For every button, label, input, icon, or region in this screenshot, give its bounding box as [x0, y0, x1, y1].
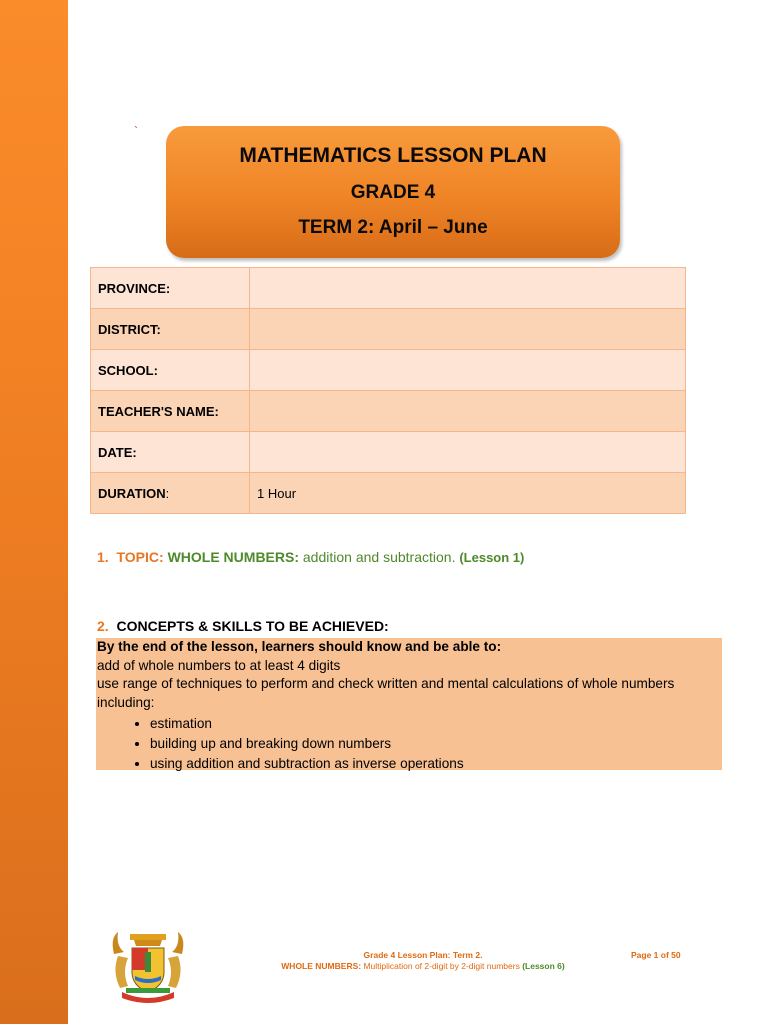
- province-label: PROVINCE:: [91, 268, 250, 309]
- footer-lesson: (Lesson 6): [522, 961, 565, 971]
- footer-subject: WHOLE NUMBERS:: [281, 961, 362, 971]
- table-row-school: [91, 350, 686, 391]
- footer-line-2: [258, 961, 588, 972]
- table-row-duration: [91, 473, 686, 514]
- term-label: TERM 2: April – June: [298, 217, 488, 238]
- district-label: DISTRICT:: [91, 309, 250, 350]
- teacher-name-value[interactable]: [250, 391, 686, 432]
- table-row-province: [91, 268, 686, 309]
- skill-line-2: use range of techniques to perform and check written and mental calculations of whole numbers: [97, 676, 675, 691]
- title-banner: [166, 126, 620, 258]
- duration-label: [91, 473, 250, 514]
- list-item: • using addition and subtraction as inverse operations: [150, 754, 722, 774]
- teacher-name-label: TEACHER'S NAME:: [91, 391, 250, 432]
- table-row-date: [91, 432, 686, 473]
- topic-label: TOPIC:: [116, 549, 164, 565]
- list-item: • building up and breaking down numbers: [150, 734, 722, 754]
- skill-bullet-list: [96, 714, 722, 774]
- footer-line-1: Grade 4 Lesson Plan: Term 2.: [363, 950, 483, 960]
- duration-value[interactable]: 1 Hour: [250, 473, 686, 514]
- footer-text: [258, 950, 588, 972]
- stray-mark: `: [134, 124, 138, 138]
- list-item: • estimation: [150, 714, 722, 734]
- teacher-info-table: [90, 267, 686, 514]
- date-label: DATE:: [91, 432, 250, 473]
- concepts-heading: CONCEPTS & SKILLS TO BE ACHIEVED:: [116, 618, 389, 634]
- topic-subject: WHOLE NUMBERS:: [167, 549, 299, 565]
- topic-number: 1.: [97, 549, 109, 565]
- district-value[interactable]: [250, 309, 686, 350]
- footer-description: Multiplication of 2-digit by 2-digit numbers: [361, 961, 523, 971]
- topic-lesson: (Lesson 1): [459, 550, 525, 565]
- duration-colon: :: [165, 485, 170, 501]
- document-title: MATHEMATICS LESSON PLAN: [239, 144, 547, 167]
- date-value[interactable]: [250, 432, 686, 473]
- school-value[interactable]: [250, 350, 686, 391]
- concepts-number: 2.: [97, 618, 109, 634]
- coat-of-arms-logo: [104, 928, 192, 1004]
- concepts-heading-line: [97, 618, 389, 634]
- skills-box: [96, 638, 722, 770]
- topic-description: addition and subtraction: [302, 549, 452, 565]
- page-number: Page 1 of 50: [631, 950, 681, 960]
- skill-line-3: including:: [97, 694, 155, 710]
- table-row-teacher: [91, 391, 686, 432]
- topic-period: .: [451, 549, 456, 565]
- school-label: SCHOOL:: [91, 350, 250, 391]
- province-value[interactable]: [250, 268, 686, 309]
- grade-label: GRADE 4: [350, 182, 436, 203]
- topic-line: [97, 549, 524, 565]
- skill-line-1: add of whole numbers to at least 4 digits: [97, 657, 341, 673]
- side-decor-bar: [0, 0, 68, 1024]
- table-row-district: [91, 309, 686, 350]
- skills-intro: By the end of the lesson, learners should know and be able to:: [97, 639, 502, 654]
- duration-label-text: DURATION: [98, 485, 166, 501]
